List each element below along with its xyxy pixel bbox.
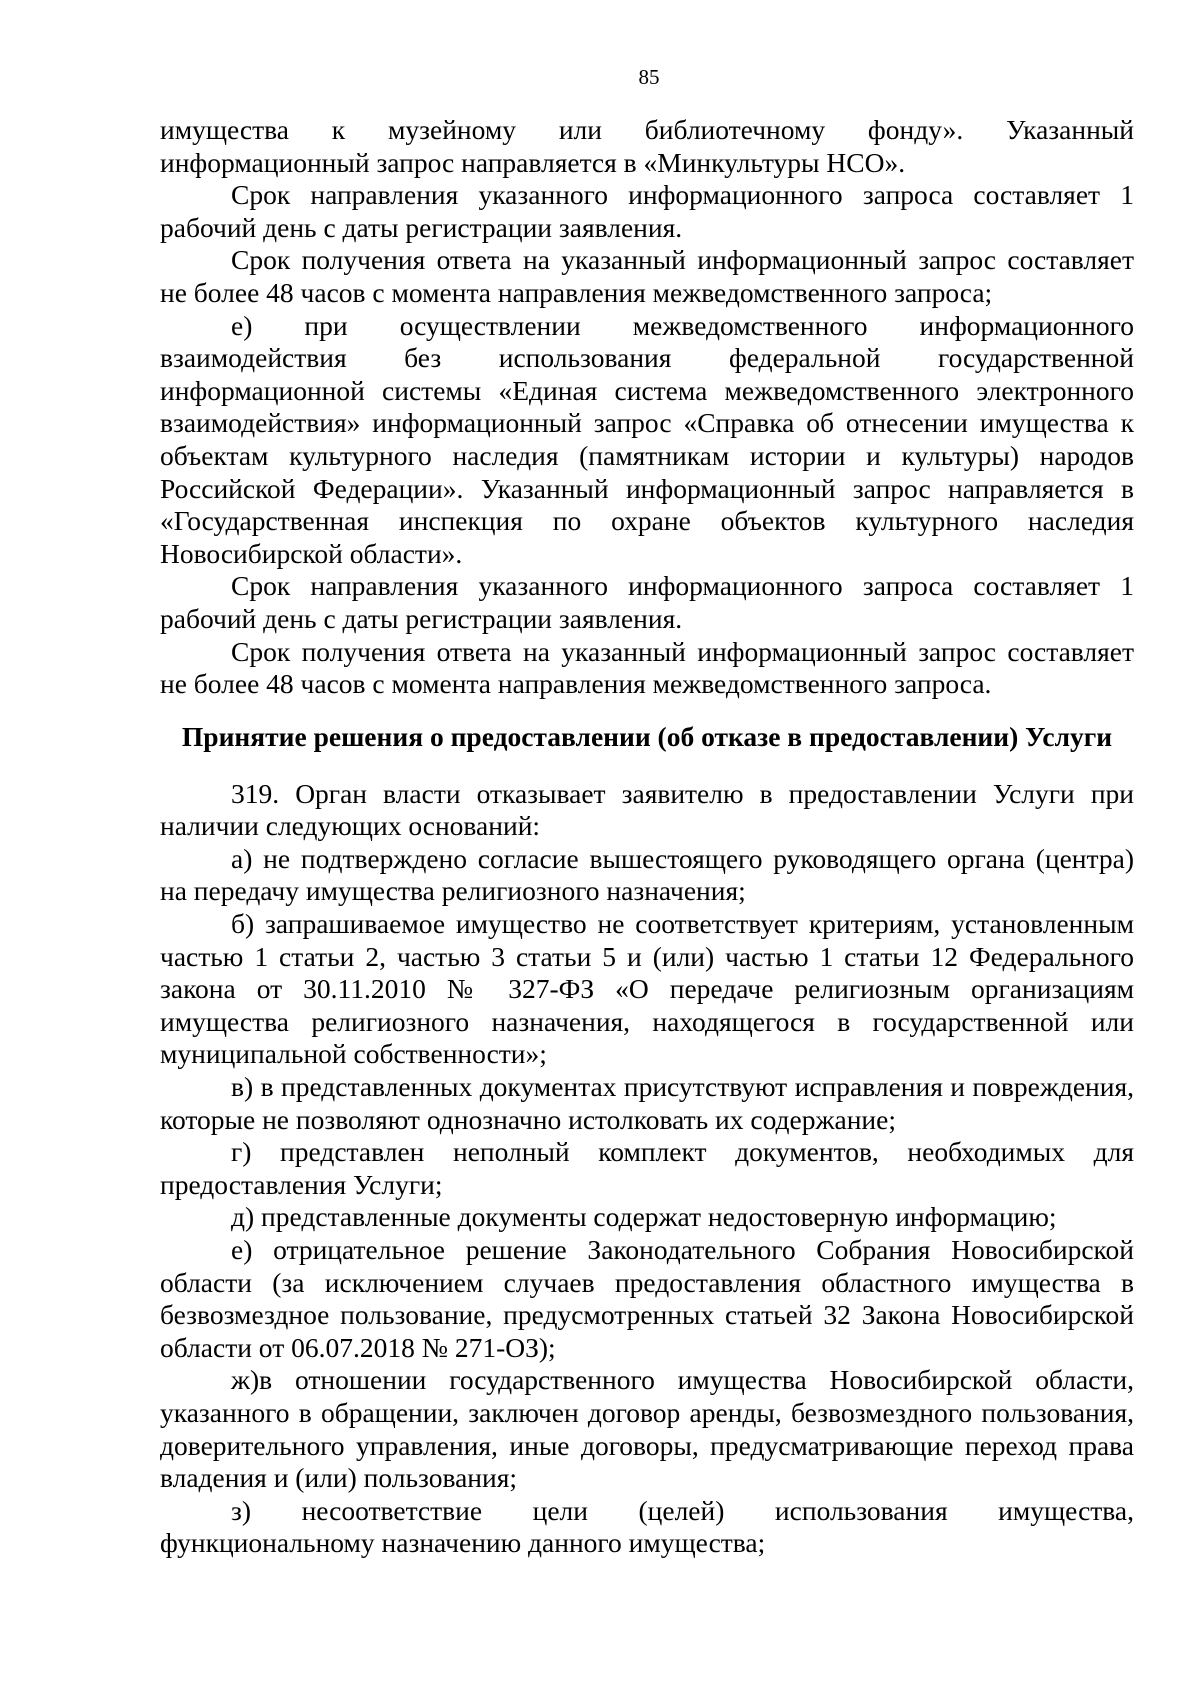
paragraph-response-deadline: Срок получения ответа на указанный информационный запрос составляет не более 48 часов с момента направления межведомственного запроса. (160, 635, 1134, 700)
paragraph-item-e-request: е) при осуществлении межведомственного информационного взаимодействия без использования федеральной государственной информационной системы «Единая система межведомственного электронного взаимодействия» информационный запрос «Справка об отнесении имущества к объектам культурного наследия (памятникам истории и культуры) народов Российской Федерации». Указанный информационный запрос направляется в «Государственная инспекция по охране объектов культурного наследия Новосибирской области». (160, 309, 1134, 569)
list-item-z: з) несоответствие цели (целей) использования имущества, функциональному назначению данного имущества; (160, 1494, 1134, 1559)
list-item-g: г) представлен неполный комплект документов, необходимых для предоставления Услуги; (160, 1136, 1134, 1200)
list-item-d: д) представленные документы содержат недостоверную информацию; (231, 1201, 1057, 1233)
list-item-b: б) запрашиваемое имущество не соответствует критериям, установленным частью 1 статьи 2, частью 3 статьи 5 и (или) частью 1 статьи 12 Федерального закона от 30.11.2010 № 327-ФЗ «О передаче религиозным организациям имущества религиозного назначения, находящегося в государственной или муниципальной собственности»; (160, 908, 1134, 1070)
list-item-e: е) отрицательное решение Законодательного Собрания Новосибирской области (за исключением случаев предоставления областного имущества в безвозмездное пользование, предусмотренных статьей 32 Закона Новосибирской области от 06.07.2018 № 271-ОЗ); (160, 1234, 1134, 1363)
paragraph-response-deadline: Срок получения ответа на указанный информационный запрос составляет не более 48 часов с момента направления межведомственного запроса; (160, 244, 1134, 308)
paragraph-request-deadline: Срок направления указанного информационного запроса составляет 1 рабочий день с даты регистрации заявления. (160, 179, 1134, 243)
paragraph-request-deadline: Срок направления указанного информационного запроса составляет 1 рабочий день с даты регистрации заявления. (160, 570, 1134, 634)
list-item-a: а) не подтверждено согласие вышестоящего руководящего органа (центра) на передачу имущества религиозного назначения; (160, 842, 1134, 907)
page-number: 85 (638, 65, 660, 89)
section-heading: Принятие решения о предоставлении (об отказе в предоставлении) Услуги (181, 720, 1113, 752)
list-item-zh: ж)в отношении государственного имущества Новосибирской области, указанного в обращении, заключен договор аренды, безвозмездного пользования, доверительного управления, иные договоры, предусматривающие переход права владения и (или) пользования; (160, 1364, 1134, 1494)
list-item-v: в) в представленных документах присутствуют исправления и повреждения, которые не позволяют однозначно истолковать их содержание; (160, 1071, 1134, 1135)
paragraph-continuation: имущества к музейному или библиотечному фонду». Указанный информационный запрос направляется в «Минкультуры НСО». (160, 114, 1134, 178)
paragraph-319-intro: 319. Орган власти отказывает заявителю в предоставлении Услуги при наличии следующих оснований: (160, 777, 1134, 842)
document-body (160, 114, 1134, 1560)
